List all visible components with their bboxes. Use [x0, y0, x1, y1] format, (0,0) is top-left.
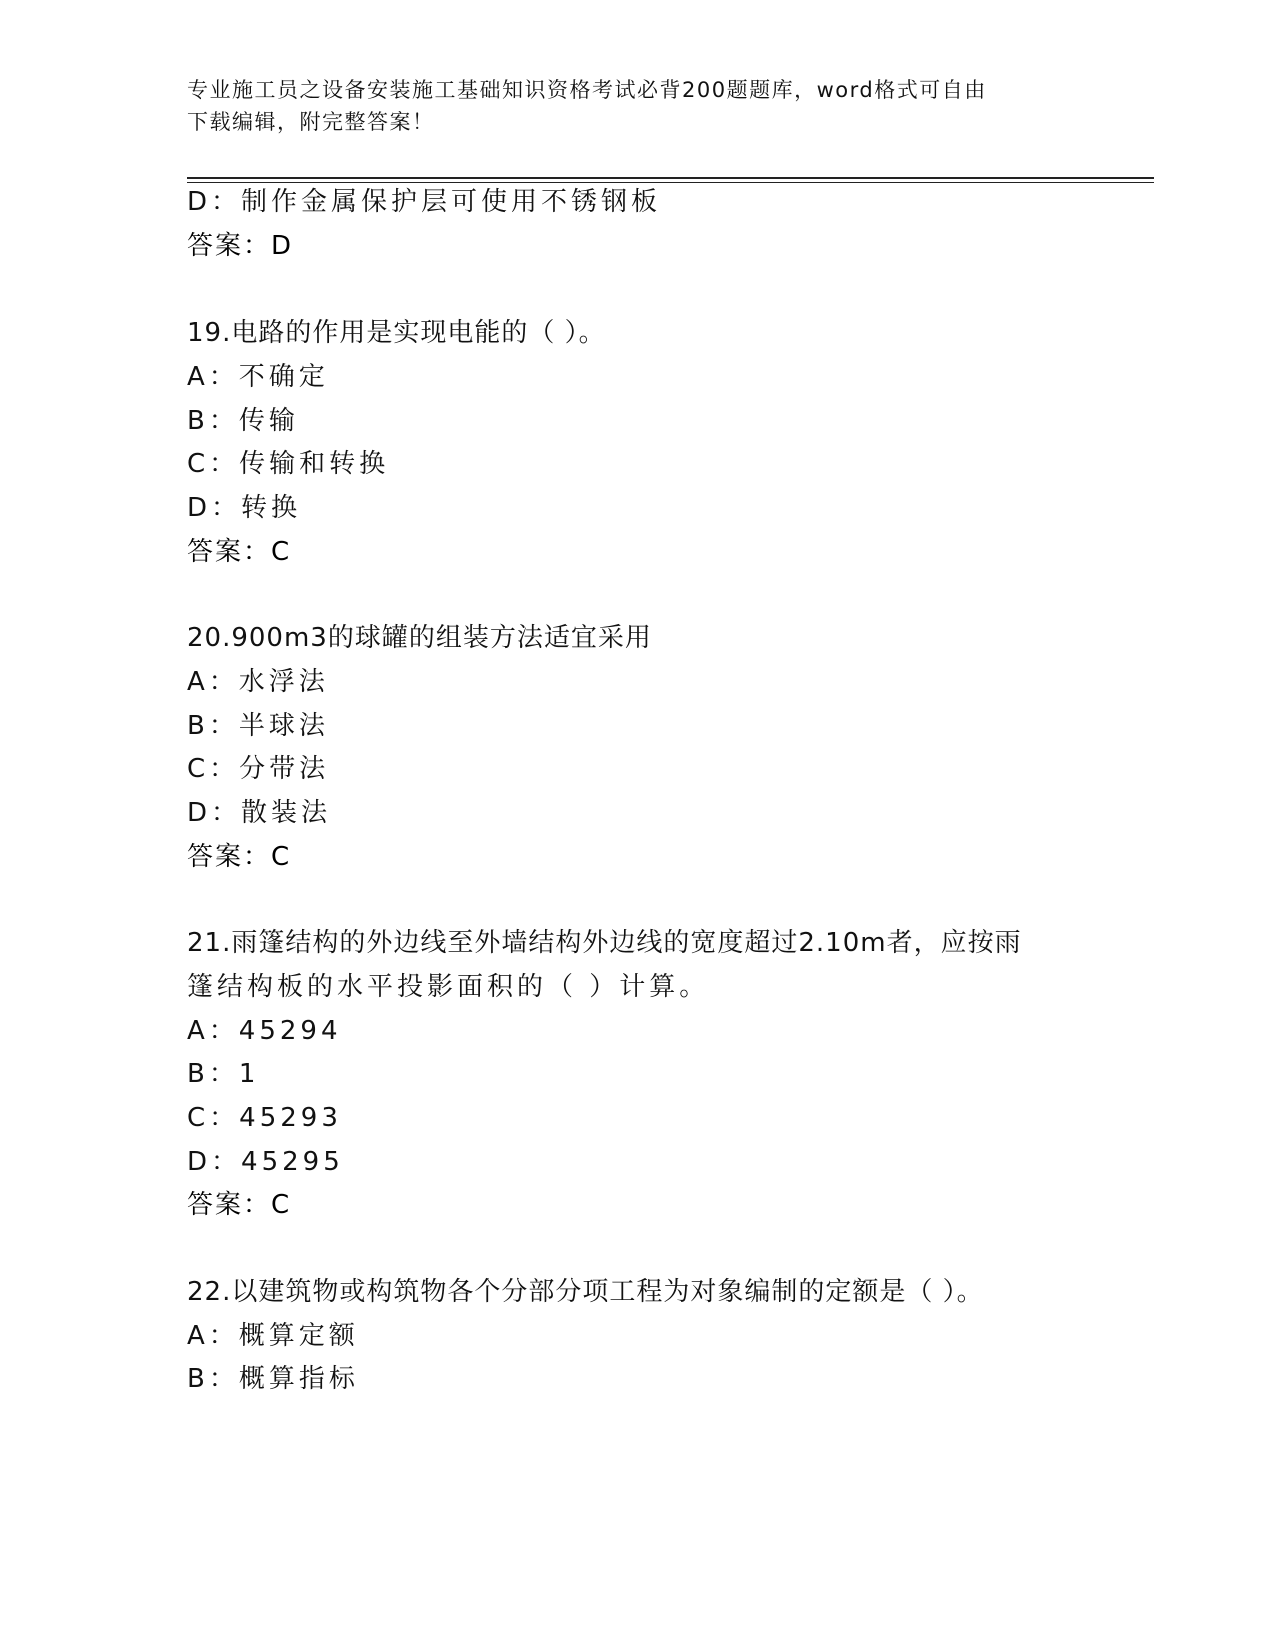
option-d: D：制作金属保护层可使用不锈钢板: [187, 187, 662, 217]
header-line-2: 下载编辑，附完整答案！: [187, 110, 435, 134]
header-line-1: 专业施工员之设备安装施工基础知识资格考试必背200题题库，word格式可自由: [187, 78, 987, 102]
document-header: [187, 74, 1077, 138]
question-19-stem: 19.电路的作用是实现电能的（ ）。: [187, 318, 606, 348]
question-21-option-c: C：45293: [187, 1103, 342, 1133]
answer-line: 答案：D: [187, 231, 294, 261]
question-21-option-d: D：45295: [187, 1147, 344, 1177]
question-19-option-c: C：传输和转换: [187, 449, 390, 479]
question-20-stem: 20.900m3的球罐的组装方法适宜采用: [187, 623, 652, 653]
question-19-option-a: A：不确定: [187, 362, 329, 392]
question-20-option-b: B：半球法: [187, 711, 329, 741]
question-20-option-a: A：水浮法: [187, 667, 329, 697]
question-22-stem: 22.以建筑物或构筑物各个分部分项工程为对象编制的定额是（ ）。: [187, 1277, 984, 1307]
question-21-answer: 答案：C: [187, 1190, 292, 1220]
question-19-option-b: B：传输: [187, 406, 299, 436]
header-divider-thin: [187, 182, 1154, 183]
question-21-option-a: A：45294: [187, 1016, 342, 1046]
question-19-option-d: D：转换: [187, 493, 302, 523]
question-21-stem-line-2: 篷结构板的水平投影面积的（ ）计算。: [187, 972, 710, 1002]
question-22-option-a: A：概算定额: [187, 1321, 359, 1351]
question-20-answer: 答案：C: [187, 842, 292, 872]
question-19-answer: 答案：C: [187, 537, 292, 567]
question-22-option-b: B：概算指标: [187, 1364, 359, 1394]
question-21-stem-line-1: 21.雨篷结构的外边线至外墙结构外边线的宽度超过2.10m者，应按雨: [187, 928, 1022, 958]
question-20-option-c: C：分带法: [187, 754, 330, 784]
question-20-option-d: D：散装法: [187, 798, 332, 828]
header-divider-thick: [187, 177, 1154, 179]
question-21-option-b: B：1: [187, 1059, 260, 1089]
